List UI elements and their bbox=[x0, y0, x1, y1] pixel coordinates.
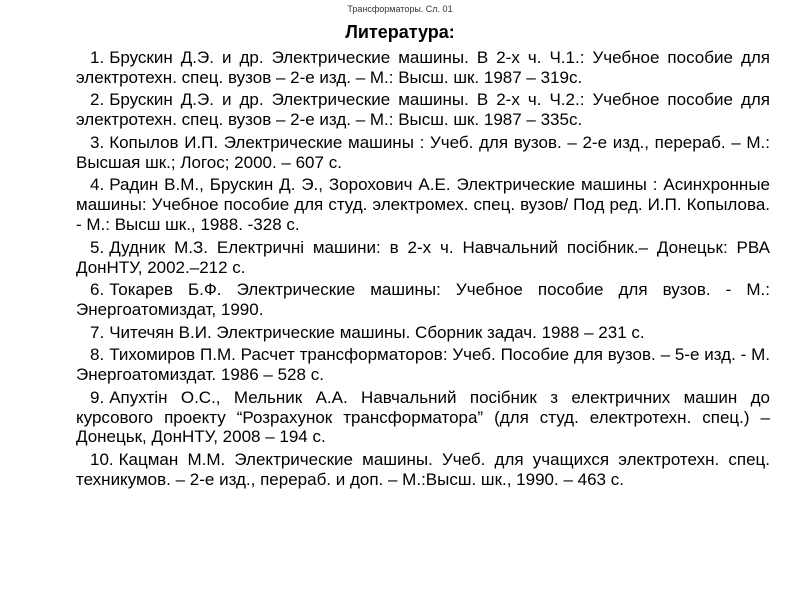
reference-item bbox=[76, 450, 770, 490]
reference-item bbox=[76, 388, 770, 447]
reference-number: 2. bbox=[90, 90, 105, 110]
reference-text: Копылов И.П. Электрические машины : Учеб. для вузов. – 2-е изд., перераб. – М.: Высшая шк.; Логос; 2000. – 607 с. bbox=[76, 132, 770, 172]
reference-number: 3. bbox=[90, 132, 105, 152]
reference-text: Брускин Д.Э. и др. Электрические машины. В 2-х ч. Ч.2.: Учебное пособие для электротехн. спец. вузов – 2-е изд. – М.: Высш. шк. 1987 – 335с. bbox=[76, 90, 770, 130]
reference-text: Кацман М.М. Электрические машины. Учеб. для учащихся электротехн. спец. техникумов. – 2-е изд., перераб. и доп. – М.:Высш. шк., 1990. – 463 с. bbox=[76, 450, 770, 489]
reference-item bbox=[76, 48, 770, 88]
reference-item bbox=[76, 345, 770, 385]
reference-number: 7. bbox=[90, 322, 105, 342]
reference-item bbox=[76, 133, 770, 173]
reference-number: 6. bbox=[90, 280, 105, 300]
reference-item bbox=[76, 238, 770, 278]
reference-item bbox=[76, 175, 770, 234]
reference-text: Брускин Д.Э. и др. Электрические машины. В 2-х ч. Ч.1.: Учебное пособие для электротехн. спец. вузов – 2-е изд. – М.: Высш. шк. 1987 – 319с. bbox=[76, 48, 770, 87]
reference-text: Тихомиров П.М. Расчет трансформаторов: Учеб. Пособие для вузов. – 5-е изд. - М. Энергоатомиздат. 1986 – 528 с. bbox=[76, 345, 770, 385]
reference-list bbox=[76, 48, 770, 493]
reference-item bbox=[76, 323, 770, 343]
reference-text: Дудник М.З. Електричні машини: в 2-х ч. Навчальний посібник.– Донецьк: РВА ДонНТУ, 2002.–212 с. bbox=[76, 237, 770, 277]
reference-number: 10. bbox=[90, 450, 114, 470]
reference-text: Радин В.М., Брускин Д. Э., Зорохович А.Е. Электрические машины : Асинхронные машины: Учебное пособие для студ. электромех. спец. вузов/ Под ред. И.П. Копылова. - М.: Высш шк., 1988. -328 с. bbox=[76, 175, 770, 235]
slide-caption: Трансформаторы. Сл. 01 bbox=[347, 4, 453, 14]
reference-text: Апухтін О.С., Мельник А.А. Навчальний посібник з електричних машин до курсового проекту “Розрахунок трансформатора” (для студ. електротехн. спец.) – Донецьк, ДонНТУ, 2008 – 194 с. bbox=[76, 387, 770, 447]
reference-text: Токарев Б.Ф. Электрические машины: Учебное пособие для вузов. - М.: Энергоатомиздат, 1990. bbox=[76, 280, 770, 320]
reference-number: 1. bbox=[90, 48, 105, 67]
reference-number: 4. bbox=[90, 175, 105, 195]
reference-item bbox=[76, 280, 770, 320]
reference-item bbox=[76, 90, 770, 130]
reference-number: 5. bbox=[90, 237, 105, 257]
reference-number: 8. bbox=[90, 345, 105, 365]
page-title: Литература: bbox=[345, 22, 455, 42]
reference-text: Читечян В.И. Электрические машины. Сборник задач. 1988 – 231 с. bbox=[109, 322, 645, 342]
reference-number: 9. bbox=[90, 387, 105, 407]
